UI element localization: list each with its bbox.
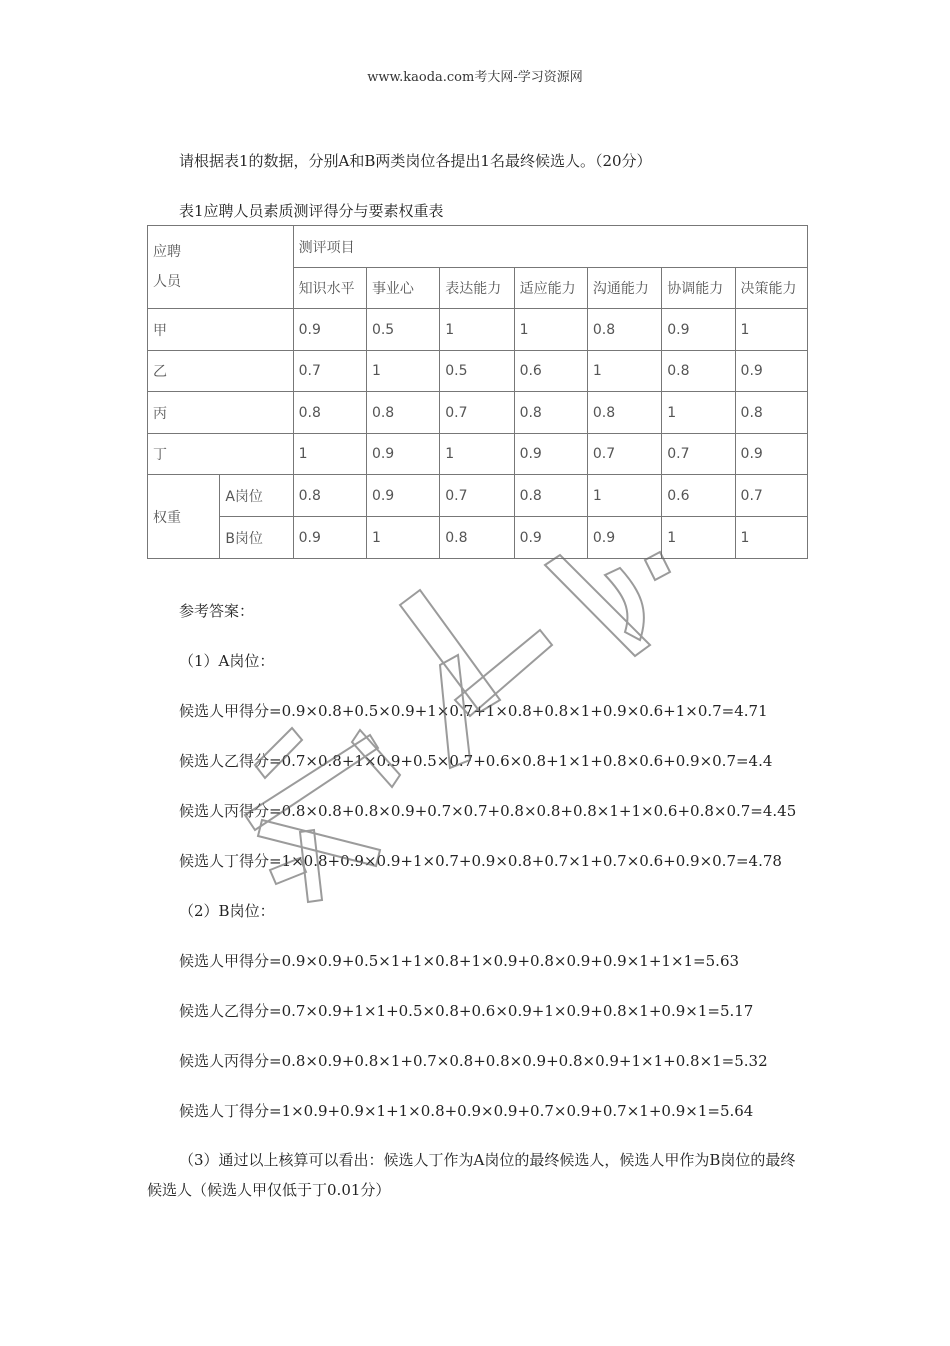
weight-cell: 0.9 xyxy=(587,517,661,559)
factor-header: 事业心 xyxy=(366,268,439,309)
conclusion-text: （3）通过以上核算可以看出：候选人丁作为A岗位的最终候选人，候选人甲作为B岗位的最终候选人（候选人甲仅低于丁0.01分） xyxy=(147,1151,796,1199)
table-caption: 表1应聘人员素质测评得分与要素权重表 xyxy=(179,202,444,220)
score-cell: 0.8 xyxy=(293,392,366,434)
table-row xyxy=(148,351,808,392)
score-cell: 1 xyxy=(514,309,587,351)
table-row xyxy=(148,392,808,434)
factor-header: 适应能力 xyxy=(514,268,587,309)
candidate-name: 乙 xyxy=(148,351,294,392)
weight-cell: 0.7 xyxy=(735,475,807,517)
post-a-title: （1）A岗位： xyxy=(179,652,275,670)
score-cell: 0.7 xyxy=(293,351,366,392)
post-b-line: 候选人丙得分=0.8×0.9+0.8×1+0.7×0.8+0.8×0.9+0.8×0.9+1×1+0.8×1=5.32 xyxy=(179,1052,768,1070)
score-cell: 0.9 xyxy=(662,309,735,351)
table-row xyxy=(148,434,808,475)
answer-title: 参考答案： xyxy=(179,602,255,620)
score-cell: 0.6 xyxy=(514,351,587,392)
weight-cell: 1 xyxy=(587,475,661,517)
post-b-line: 候选人甲得分=0.9×0.9+0.5×1+1×0.8+1×0.9+0.8×0.9+0.9×1+1×1=5.63 xyxy=(179,952,740,970)
factor-header: 知识水平 xyxy=(293,268,366,309)
score-cell: 1 xyxy=(735,309,807,351)
weight-label: 权重 xyxy=(148,475,220,559)
score-cell: 0.8 xyxy=(662,351,735,392)
score-cell: 0.5 xyxy=(366,309,439,351)
weight-cell: 1 xyxy=(735,517,807,559)
watermark-text: 考大网 xyxy=(0,0,3,1)
candidate-name: 甲 xyxy=(148,309,294,351)
header-items-cell: 测评项目 xyxy=(293,226,807,268)
score-cell: 0.7 xyxy=(587,434,661,475)
score-table xyxy=(147,225,808,559)
score-cell: 0.8 xyxy=(587,309,661,351)
score-cell: 1 xyxy=(440,309,514,351)
score-cell: 1 xyxy=(662,392,735,434)
factor-header: 协调能力 xyxy=(662,268,735,309)
header-applicant-cell xyxy=(148,226,294,309)
factor-header: 沟通能力 xyxy=(587,268,661,309)
score-cell: 1 xyxy=(366,351,439,392)
post-b-line: 候选人丁得分=1×0.9+0.9×1+1×0.8+0.9×0.9+0.7×0.9+0.7×1+0.9×1=5.64 xyxy=(179,1102,754,1120)
factor-header: 表达能力 xyxy=(440,268,514,309)
factor-header: 决策能力 xyxy=(735,268,807,309)
table-row xyxy=(148,475,808,517)
post-a-line: 候选人甲得分=0.9×0.8+0.5×0.9+1×0.7+1×0.8+0.8×1+0.9×0.6+1×0.7=4.71 xyxy=(179,702,768,720)
score-cell: 0.7 xyxy=(662,434,735,475)
post-a-line: 候选人丙得分=0.8×0.8+0.8×0.9+0.7×0.7+0.8×0.8+0.8×1+1×0.6+0.8×0.7=4.45 xyxy=(179,802,797,820)
score-cell: 0.9 xyxy=(293,309,366,351)
post-a-line: 候选人丁得分=1×0.8+0.9×0.9+1×0.7+0.9×0.8+0.7×1+0.7×0.6+0.9×0.7=4.78 xyxy=(179,852,782,870)
score-cell: 0.8 xyxy=(735,392,807,434)
header-applicant-line2: 人员 xyxy=(153,274,181,290)
score-cell: 1 xyxy=(293,434,366,475)
weight-cell: 0.8 xyxy=(293,475,366,517)
weight-cell: 0.8 xyxy=(440,517,514,559)
score-cell: 0.8 xyxy=(587,392,661,434)
post-a-line: 候选人乙得分=0.7×0.8+1×0.9+0.5×0.7+0.6×0.8+1×1+0.8×0.6+0.9×0.7=4.4 xyxy=(179,752,773,770)
weight-cell: 0.9 xyxy=(514,517,587,559)
score-cell: 0.9 xyxy=(366,434,439,475)
weight-cell: 0.6 xyxy=(662,475,735,517)
post-b-title: （2）B岗位： xyxy=(179,902,275,920)
post-b-line: 候选人乙得分=0.7×0.9+1×1+0.5×0.8+0.6×0.9+1×0.9+0.8×1+0.9×1=5.17 xyxy=(179,1002,754,1020)
table-row xyxy=(148,517,808,559)
weight-cell: 0.8 xyxy=(514,475,587,517)
score-cell: 0.9 xyxy=(735,434,807,475)
weight-cell: 0.9 xyxy=(366,475,439,517)
weight-cell: 1 xyxy=(366,517,439,559)
table-row xyxy=(148,309,808,351)
candidate-name: 丙 xyxy=(148,392,294,434)
score-cell: 0.9 xyxy=(514,434,587,475)
question-text: 请根据表1的数据，分别A和B两类岗位各提出1名最终候选人。（20分） xyxy=(179,152,652,170)
score-cell: 1 xyxy=(587,351,661,392)
page-header: www.kaoda.com考大网-学习资源网 xyxy=(367,70,583,85)
score-cell: 0.8 xyxy=(514,392,587,434)
weight-cell: 0.7 xyxy=(440,475,514,517)
score-cell: 0.8 xyxy=(366,392,439,434)
candidate-name: 丁 xyxy=(148,434,294,475)
post-label: B岗位 xyxy=(220,517,293,559)
score-cell: 0.5 xyxy=(440,351,514,392)
header-applicant-line1: 应聘 xyxy=(153,244,181,260)
score-cell: 0.9 xyxy=(735,351,807,392)
score-cell: 0.7 xyxy=(440,392,514,434)
weight-cell: 1 xyxy=(662,517,735,559)
post-label: A岗位 xyxy=(220,475,293,517)
weight-cell: 0.9 xyxy=(293,517,366,559)
score-cell: 1 xyxy=(440,434,514,475)
